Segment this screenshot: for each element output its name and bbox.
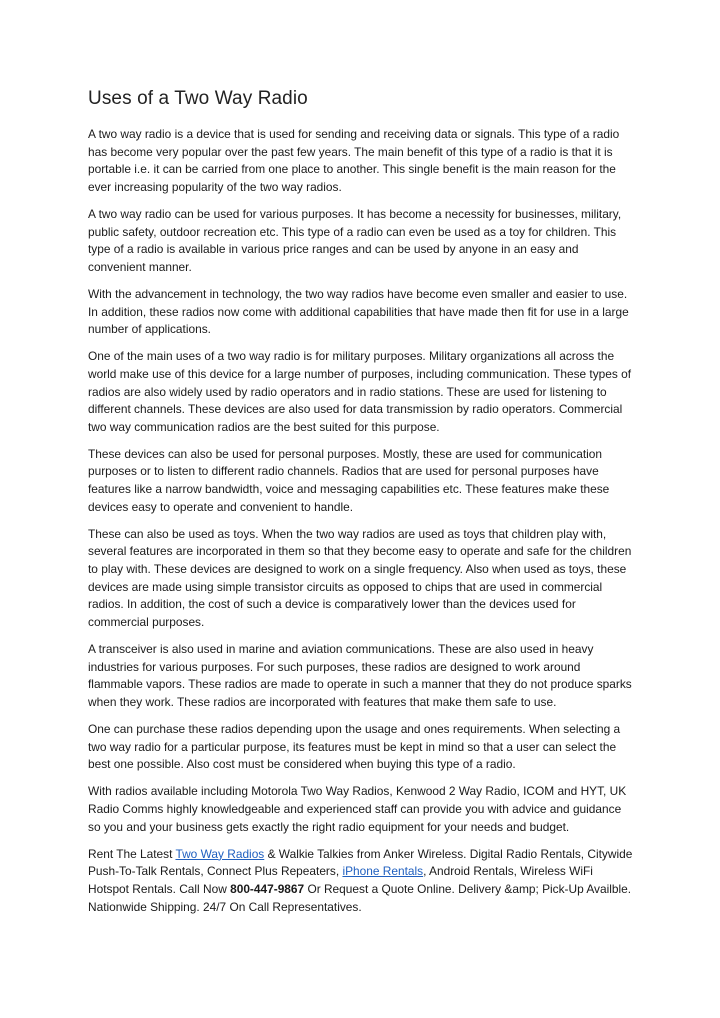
paragraph-intro: A two way radio is a device that is used for sending and receiving data or signals. This type of a radio has become very popular over the past few years. The main benefit of this type of a radio is that it is portable i.e. it can be carried from one place to another. This single benefit is the main reason for the ever increasing popularity of the two way radios. bbox=[88, 127, 620, 194]
paragraph-military: One of the main uses of a two way radio is for military purposes. Military organizations all across the world make use of this device for a large number of purposes, including communication. These types of radios are also widely used by radio operators and in radio stations. These are used for listening to different channels. These devices are also used for data transmission by radio operators. Commercial two way communication radios are the best suited for this purpose. bbox=[88, 349, 632, 434]
document-title: Uses of a Two Way Radio bbox=[88, 88, 308, 109]
closing-text-2: & Walkie Talkies from Anker Wireless. Digital Radio Rentals, Citywide Push-To-Talk Rentals, Connect Plus Repeaters, bbox=[88, 846, 633, 879]
paragraph-transceiver: A transceiver is also used in marine and aviation communications. These are also used in heavy industries for various purposes. For such purposes, these radios are designed to work around flammable vapors. These radios are made to operate in such a manner that they do not produce sparks when they work. These radios are incorporated with features that make them safe to use. bbox=[88, 642, 632, 709]
iphone-rentals-link[interactable]: iPhone Rentals bbox=[342, 864, 424, 879]
two-way-radios-link[interactable]: Two Way Radios bbox=[175, 846, 265, 861]
paragraph-technology: With the advancement in technology, the two way radios have become even smaller and easier to use. In addition, these radios now come with additional capabilities that have made then fit for use in a large number of applications. bbox=[88, 286, 629, 337]
phone-number: 800-447-9867 bbox=[230, 881, 305, 896]
paragraph-brands: With radios available including Motorola Two Way Radios, Kenwood 2 Way Radio, ICOM and HYT, UK Radio Comms highly knowledgeable and experienced staff can provide you with advice and guidance so you and your business gets exactly the right radio equipment for your needs and budget. bbox=[88, 784, 627, 834]
paragraph-purchase: One can purchase these radios depending upon the usage and ones requirements. When selecting a two way radio for a particular purpose, its features must be kept in mind so that a user can select the best one possible. Also cost must be considered when buying this type of a radio. bbox=[88, 721, 621, 772]
paragraph-closing bbox=[88, 846, 634, 916]
paragraph-toys: These can also be used as toys. When the two way radios are used as toys that children play with, several features are incorporated in them so that they become easy to operate and safe for the children to play with. These devices are designed to work on a single frequency. Also when used as toys, these devices are made using simple transistor circuits as opposed to chips that are used in commercial radios. In addition, the cost of such a device is comparatively lower than the devices used for commercial purposes. bbox=[88, 526, 632, 629]
paragraph-personal: These devices can also be used for personal purposes. Mostly, these are used for communication purposes or to listen to different radio channels. Radios that are used for personal purposes have features like a narrow bandwidth, voice and messaging capabilities etc. These features make these devices easy to operate and convenient to handle. bbox=[88, 446, 610, 514]
closing-text-3: , Android Rentals, Wireless WiFi Hotspot Rentals. Call Now bbox=[88, 864, 593, 896]
paragraph-purposes: A two way radio can be used for various purposes. It has become a necessity for businesses, military, public safety, outdoor recreation etc. This type of a radio can even be used as a toy for children. This type of a radio is available in various price ranges and can be used by anyone in an easy and convenient manner. bbox=[88, 206, 622, 274]
closing-text-4: Or Request a Quote Online. Delivery &amp; Pick-Up Availble. Nationwide Shipping. 24/7 On Call Representatives. bbox=[88, 881, 632, 914]
closing-text-1: Rent The Latest bbox=[88, 846, 176, 861]
